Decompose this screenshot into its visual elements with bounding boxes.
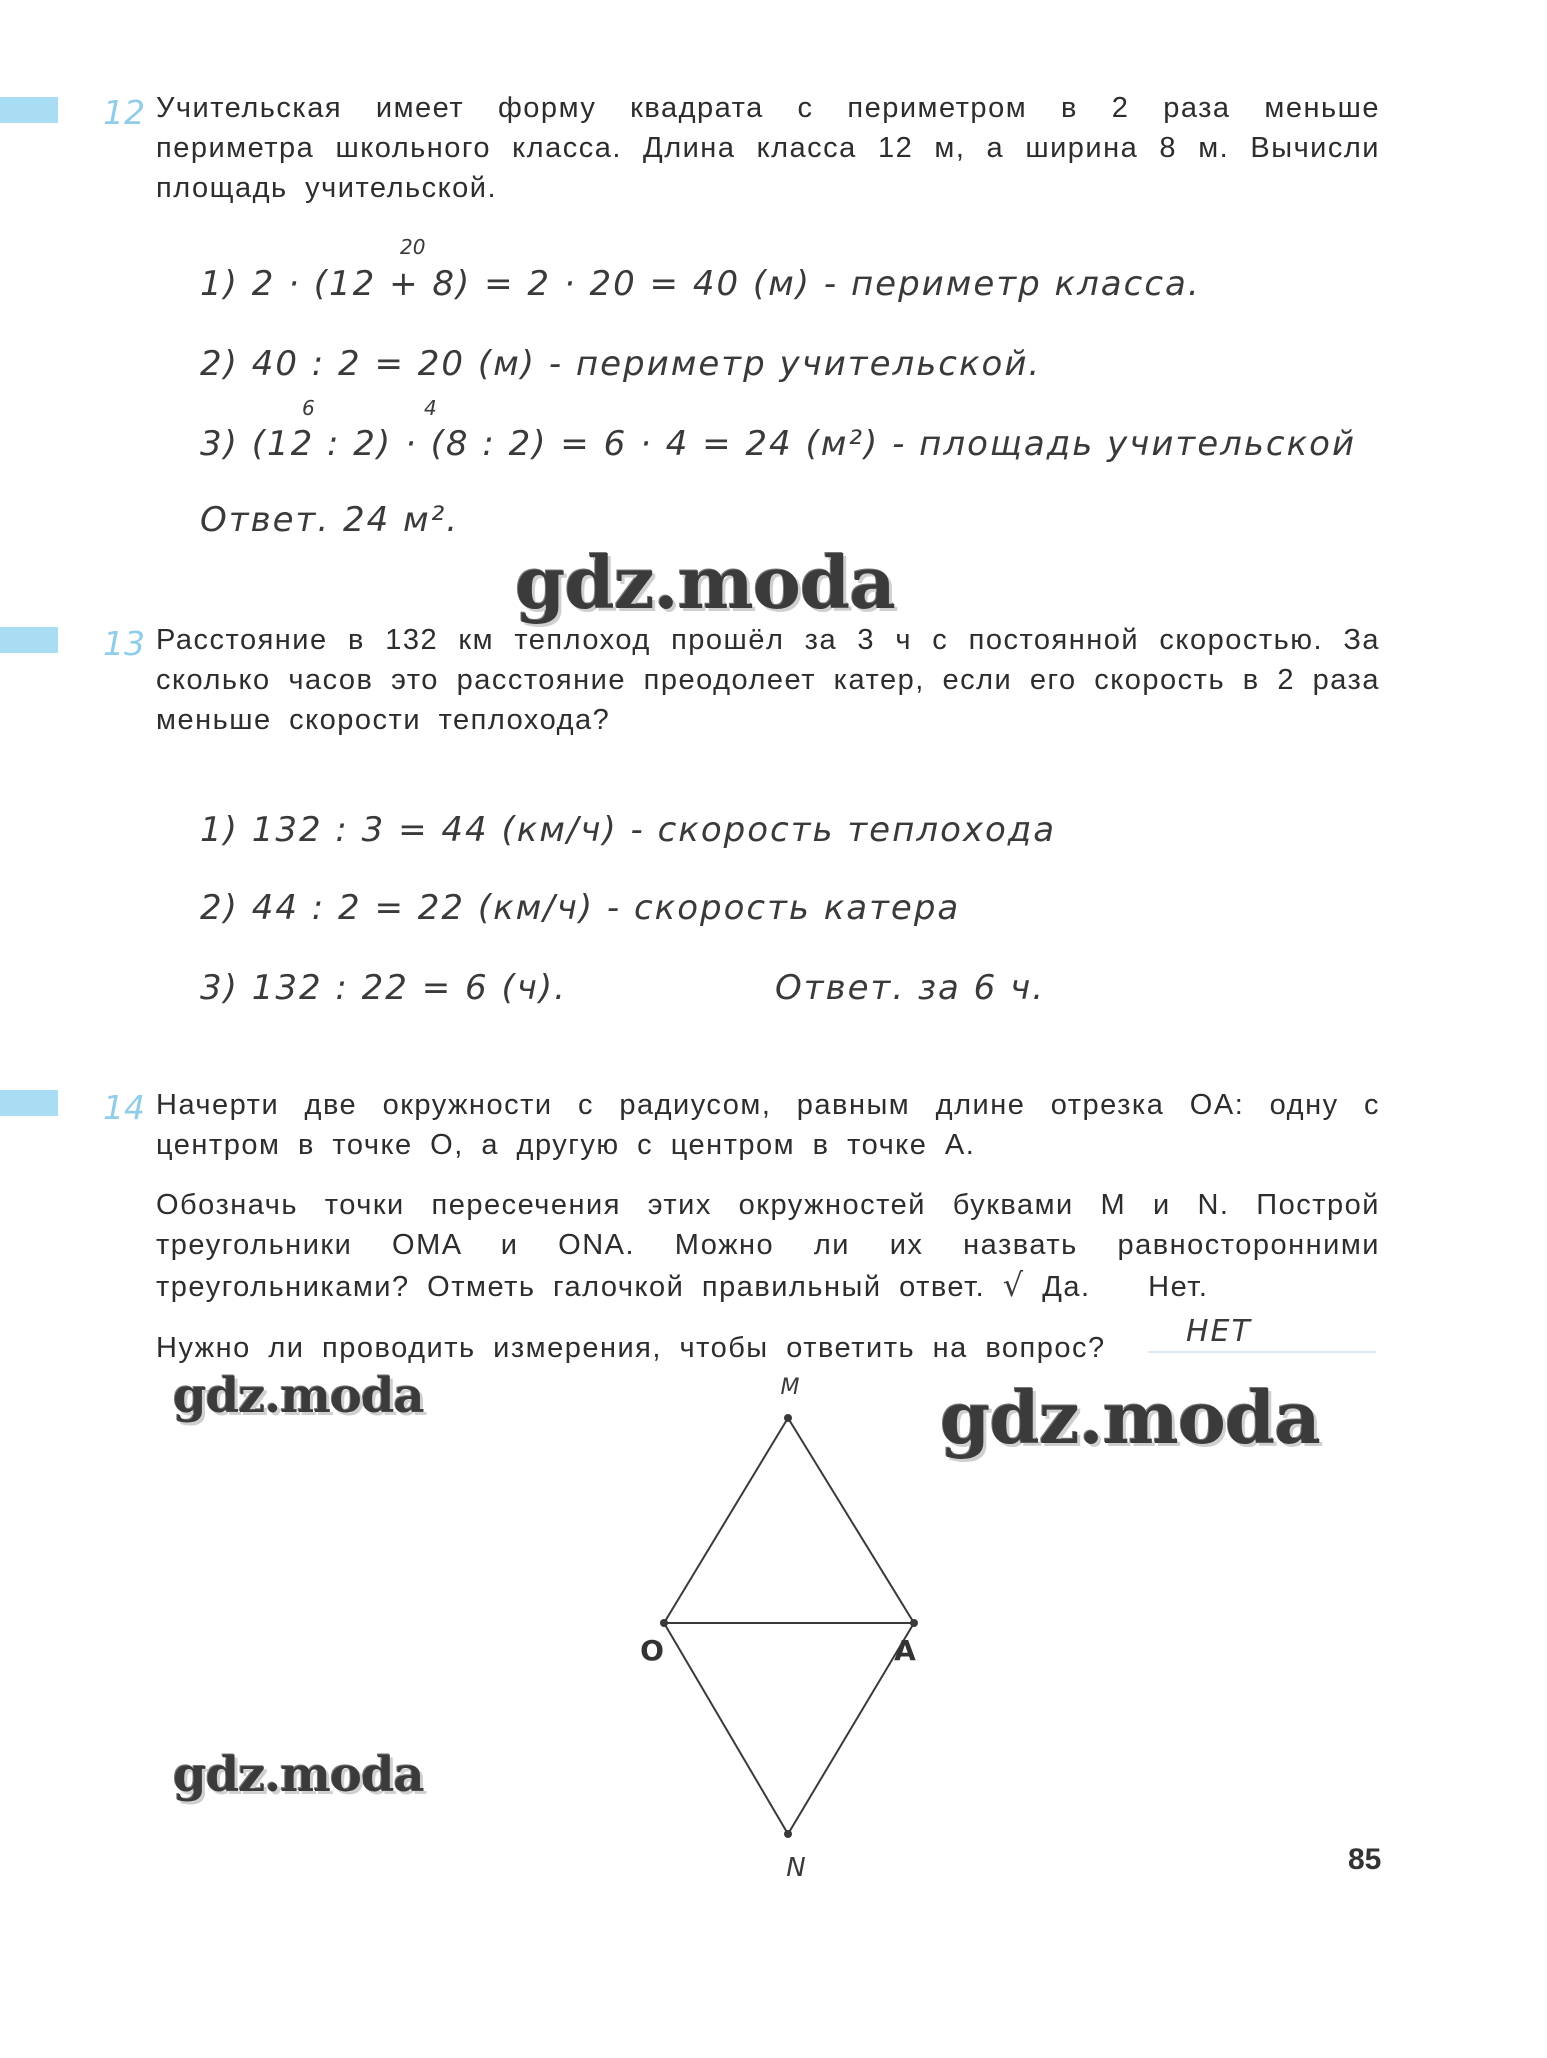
segment-ma: [788, 1418, 914, 1623]
segment-om: [664, 1418, 788, 1623]
problem-13-answer: Ответ. за 6 ч.: [775, 968, 1046, 1008]
option-yes: Да.: [1042, 1271, 1091, 1303]
point-o: [660, 1619, 668, 1627]
problem-12-step-2: 2) 40 : 2 = 20 (м) - периметр учительской.: [200, 344, 1042, 384]
problem-12-step-1: 1) 2 · (12 + 8) = 2 · 20 = 40 (м) - периметр класса.: [200, 264, 1201, 304]
problem-13-step-1: 1) 132 : 3 = 44 (км/ч) - скорость теплохода: [200, 810, 1057, 850]
watermark: gdz.moda: [515, 540, 895, 625]
problem-12-number: 12: [103, 93, 145, 132]
segment-on: [664, 1623, 788, 1834]
problem-12-note-20: 20: [400, 235, 426, 259]
problem-13-number: 13: [103, 624, 145, 663]
watermark: gdz.moda: [173, 1368, 424, 1424]
problem-14-question: Нужно ли проводить измерения, чтобы ответить на вопрос?: [156, 1332, 1106, 1364]
problem-13-step-3: 3) 132 : 22 = 6 (ч).: [200, 968, 567, 1008]
point-m: [784, 1414, 792, 1422]
watermark: gdz.moda: [173, 1747, 424, 1803]
problem-14-answer: НЕТ: [1186, 1314, 1252, 1349]
point-n: [784, 1830, 792, 1838]
problem-12-step-3: 3) (12 : 2) · (8 : 2) = 6 · 4 = 24 (м²) - площадь учительской: [200, 424, 1357, 464]
label-n: N: [786, 1853, 806, 1883]
label-m: M: [780, 1375, 800, 1400]
watermark: gdz.moda: [940, 1375, 1320, 1460]
problem-13-step-2: 2) 44 : 2 = 22 (км/ч) - скорость катера: [200, 888, 961, 928]
problem-14-text-1: Начерти две окружности с радиусом, равным длине отрезка OA: одну с центром в точке O, а другую с центром в точке A.: [156, 1089, 1380, 1161]
problem-12-text: Учительская имеет форму квадрата с периметром в 2 раза меньше периметра школьного класса. Длина класса 12 м, а ширина 8 м. Вычисли площадь учительской.: [156, 92, 1380, 204]
problem-12-note-6: 6: [302, 396, 315, 420]
point-a: [910, 1619, 918, 1627]
check-mark: √: [1002, 1266, 1025, 1304]
option-no: Нет.: [1148, 1271, 1209, 1303]
problem-14-text-2-body: Обозначь точки пересечения этих окружностей буквами M и N. Построй треугольники OMA и ONA. Можно ли их назвать равносторонними треугольниками? Отметь галочкой правильный ответ.: [156, 1189, 1380, 1303]
problem-14-number: 14: [103, 1088, 145, 1127]
problem-12-note-4: 4: [424, 396, 437, 420]
problem-13-text: Расстояние в 132 км теплоход прошёл за 3 ч с постоянной скоростью. За сколько часов это расстояние преодолеет катер, если его скорость в 2 раза меньше скорости теплохода?: [156, 624, 1380, 736]
page-number: 85: [1348, 1843, 1382, 1876]
label-o: O: [640, 1634, 664, 1667]
problem-12-answer: Ответ. 24 м².: [200, 500, 460, 540]
label-a: A: [894, 1634, 916, 1667]
